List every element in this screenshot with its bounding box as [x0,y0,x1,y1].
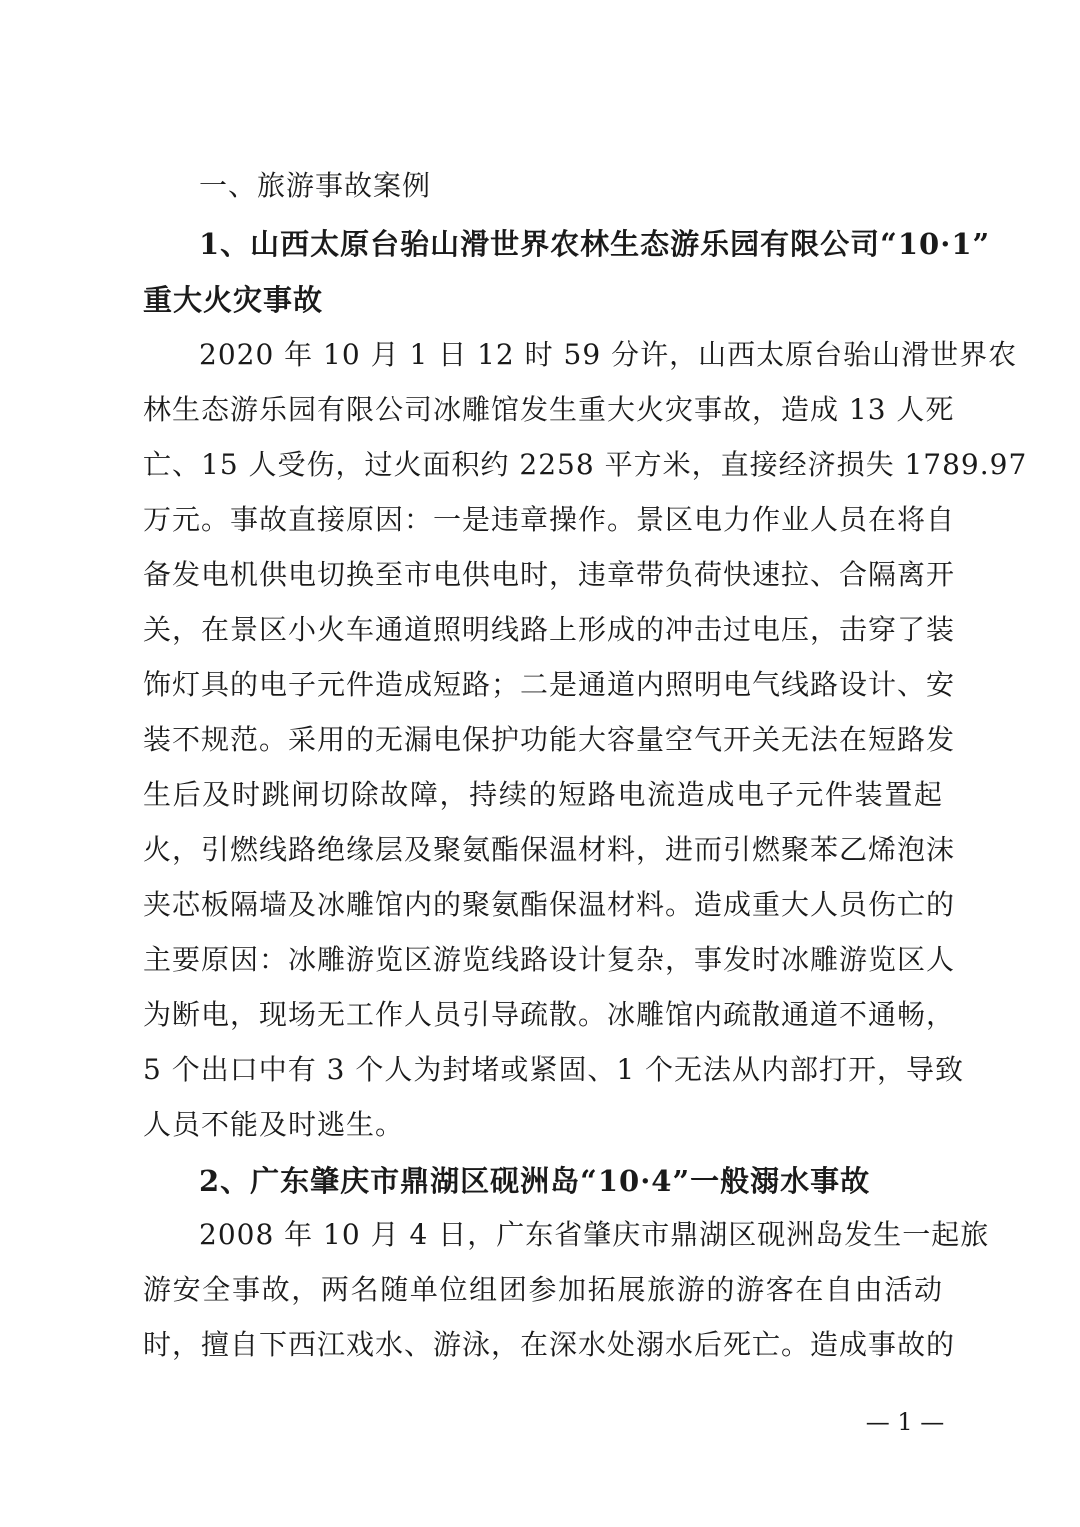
case1-body-line: 主要原因：冰雕游览区游览线路设计复杂，事发时冰雕游览区人 [143,943,956,976]
section-title: 一、旅游事故案例 [199,169,432,202]
case2-body-line: 游安全事故，两名随单位组团参加拓展旅游的游客在自由活动 [143,1273,943,1306]
case1-body-line: 人员不能及时逃生。 [143,1108,405,1141]
case1-body-line: 生后及时跳闸切除故障，持续的短路电流造成电子元件装置起 [143,778,943,811]
case1-heading-line1: 1、山西太原台骀山滑世界农林生态游乐园有限公司“10·1” [199,227,991,261]
case1-heading-line2: 重大火灾事故 [143,283,324,317]
case1-body-line: 5 个出口中有 3 个人为封堵或紧固、1 个无法从内部打开，导致 [143,1053,965,1086]
case2-heading: 2、广东肇庆市鼎湖区砚洲岛“10·4”一般溺水事故 [199,1164,871,1198]
case1-body-line: 林生态游乐园有限公司冰雕馆发生重大火灾事故，造成 13 人死 [143,393,955,426]
case1-body-line: 装不规范。采用的无漏电保护功能大容量空气开关无法在短路发 [143,723,956,756]
case1-body-line: 关，在景区小火车通道照明线路上形成的冲击过电压，击穿了装 [143,613,956,646]
case1-body-line: 2020 年 10 月 1 日 12 时 59 分许，山西太原台骀山滑世界农 [199,338,1018,371]
case1-body-line: 亡、15 人受伤，过火面积约 2258 平方米，直接经济损失 1789.97 [143,448,1028,481]
case2-body-line: 时，擅自下西江戏水、游泳，在深水处溺水后死亡。造成事故的 [143,1328,956,1361]
case2-body-line: 2008 年 10 月 4 日，广东省肇庆市鼎湖区砚洲岛发生一起旅 [199,1218,990,1251]
page-number: — 1 — [865,1408,945,1436]
case1-body-line: 万元。事故直接原因：一是违章操作。景区电力作业人员在将自 [143,503,956,536]
case1-body-line: 夹芯板隔墙及冰雕馆内的聚氨酯保温材料。造成重大人员伤亡的 [143,888,956,921]
case1-body-line: 火，引燃线路绝缘层及聚氨酯保温材料，进而引燃聚苯乙烯泡沫 [143,833,956,866]
case1-body-line: 为断电，现场无工作人员引导疏散。冰雕馆内疏散通道不通畅， [143,998,956,1031]
case1-body-line: 饰灯具的电子元件造成短路；二是通道内照明电气线路设计、安 [143,668,956,701]
case1-body-line: 备发电机供电切换至市电供电时，违章带负荷快速拉、合隔离开 [143,558,956,591]
